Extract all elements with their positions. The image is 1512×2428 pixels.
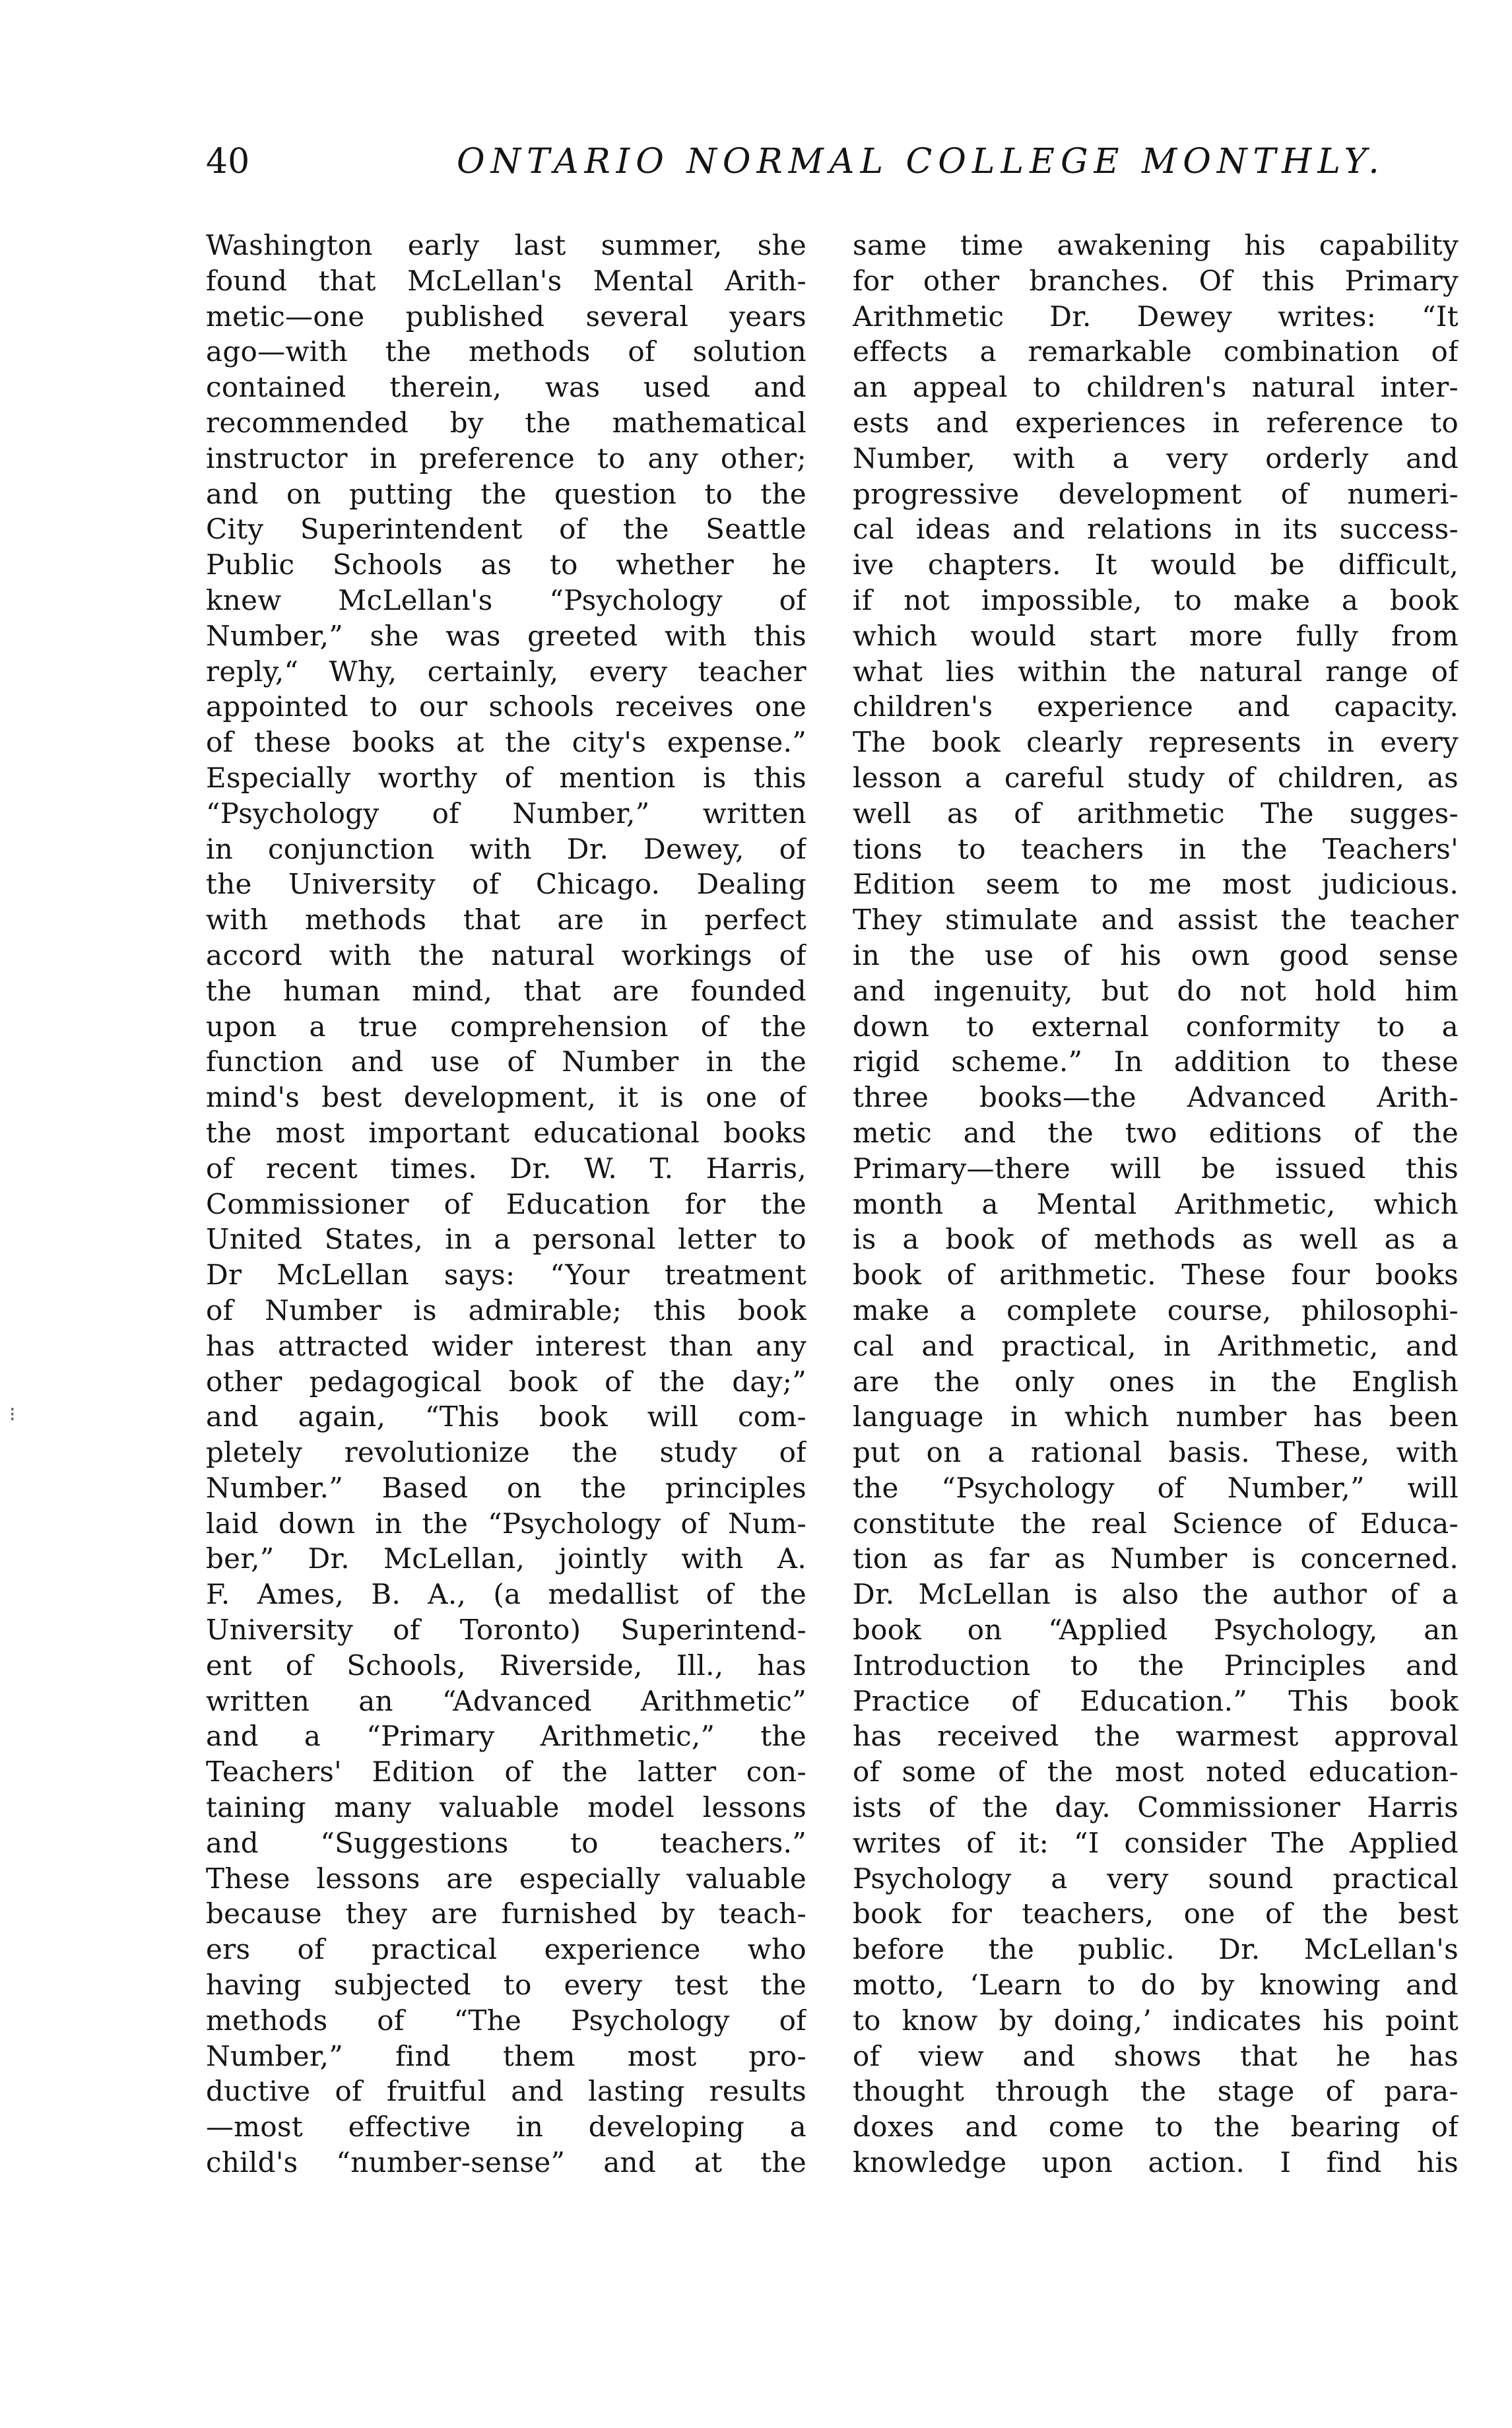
text-line: Arithmetic Dr. Dewey writes: “It xyxy=(853,300,1459,333)
text-line: mind's best development, it is one of xyxy=(206,1081,806,1114)
running-head: ONTARIO NORMAL COLLEGE MONTHLY. xyxy=(457,142,1385,181)
text-line: same time awakening his capability xyxy=(853,229,1459,261)
text-line: the “Psychology of Number,” will xyxy=(853,1471,1459,1504)
text-line: Dr McLellan says: “Your treatment xyxy=(206,1259,806,1292)
text-line: progressive development of numeri- xyxy=(853,477,1459,510)
text-line: ive chapters. It would be difficult, xyxy=(853,548,1459,581)
text-line: ers of practical experience who xyxy=(206,1933,806,1966)
text-line: thought through the stage of para- xyxy=(853,2075,1459,2108)
text-line: methods of “The Psychology of xyxy=(206,2004,806,2037)
text-line: Edition seem to me most judicious. xyxy=(853,868,1459,901)
text-line: three books—the Advanced Arith- xyxy=(853,1081,1459,1114)
text-line: written an “Advanced Arithmetic” xyxy=(206,1684,806,1717)
text-line: other pedagogical book of the day;” xyxy=(206,1365,806,1398)
text-line: an appeal to children's natural inter- xyxy=(853,371,1459,404)
text-line: well as of arithmetic The sugges- xyxy=(853,797,1459,830)
text-line: function and use of Number in the xyxy=(206,1045,806,1078)
text-line: accord with the natural workings of xyxy=(206,938,806,971)
text-line: put on a rational basis. These, with xyxy=(853,1436,1459,1469)
text-line: taining many valuable model lessons xyxy=(206,1791,806,1824)
text-line: Primary—there will be issued this xyxy=(853,1152,1459,1185)
text-line: the University of Chicago. Dealing xyxy=(206,868,806,901)
text-line: the human mind, that are founded xyxy=(206,974,806,1007)
text-line: These lessons are especially valuable xyxy=(206,1862,806,1895)
text-line: Number, with a very orderly and xyxy=(853,442,1459,475)
text-line: found that McLellan's Mental Arith- xyxy=(206,264,806,297)
text-line: because they are furnished by teach- xyxy=(206,1897,806,1930)
text-line: upon a true comprehension of the xyxy=(206,1010,806,1043)
text-line: ber,” Dr. McLellan, jointly with A. xyxy=(206,1542,806,1575)
text-line: of these books at the city's expense.” xyxy=(206,726,806,759)
text-line: child's “number-sense” and at the xyxy=(206,2146,806,2179)
text-line: tion as far as Number is concerned. xyxy=(853,1542,1459,1575)
text-line: and a “Primary Arithmetic,” the xyxy=(206,1720,806,1753)
text-line: book of arithmetic. These four books xyxy=(853,1259,1459,1292)
text-line: of recent times. Dr. W. T. Harris, xyxy=(206,1152,806,1185)
text-line: of Number is admirable; this book xyxy=(206,1294,806,1327)
text-line: book on “Applied Psychology, an xyxy=(853,1614,1459,1647)
text-line: knowledge upon action. I find his xyxy=(853,2146,1459,2179)
text-line: ists of the day. Commissioner Harris xyxy=(853,1791,1459,1824)
text-line: having subjected to every test the xyxy=(206,1969,806,2002)
text-line: cal ideas and relations in its success- xyxy=(853,513,1459,546)
text-line: Number,” find them most pro- xyxy=(206,2039,806,2072)
text-line: make a complete course, philosophi- xyxy=(853,1294,1459,1327)
text-line: instructor in preference to any other; xyxy=(206,442,806,475)
text-line: for other branches. Of this Primary xyxy=(853,264,1459,297)
text-line: are the only ones in the English xyxy=(853,1365,1459,1398)
text-line: in the use of his own good sense xyxy=(853,938,1459,971)
text-line: metic—one published several years xyxy=(206,300,806,333)
text-line: down to external conformity to a xyxy=(853,1010,1459,1043)
text-line: what lies within the natural range of xyxy=(853,655,1459,688)
text-line: Public Schools as to whether he xyxy=(206,548,806,581)
text-line: “Psychology of Number,” written xyxy=(206,797,806,830)
text-line: knew McLellan's “Psychology of xyxy=(206,583,806,616)
text-line: before the public. Dr. McLellan's xyxy=(853,1933,1459,1966)
text-line: Psychology a very sound practical xyxy=(853,1862,1459,1895)
page-number: 40 xyxy=(206,142,250,181)
text-line: rigid scheme.” In addition to these xyxy=(853,1045,1459,1078)
text-line: if not impossible, to make a book xyxy=(853,583,1459,616)
text-line: in conjunction with Dr. Dewey, of xyxy=(206,832,806,865)
text-line: ests and experiences in reference to xyxy=(853,406,1459,439)
text-line: United States, in a personal letter to xyxy=(206,1223,806,1256)
text-line: Dr. McLellan is also the author of a xyxy=(853,1578,1459,1611)
margin-mark: ⁝ xyxy=(9,1403,16,1426)
text-line: —most effective in developing a xyxy=(206,2111,806,2144)
text-line: Number.” Based on the principles xyxy=(206,1471,806,1504)
text-line: Number,” she was greeted with this xyxy=(206,619,806,652)
text-line: children's experience and capacity. xyxy=(853,690,1459,723)
page-header xyxy=(206,135,1385,188)
text-line: ductive of fruitful and lasting results xyxy=(206,2075,806,2108)
text-line: appointed to our schools receives one xyxy=(206,690,806,723)
text-line: book for teachers, one of the best xyxy=(853,1897,1459,1930)
text-line: which would start more fully from xyxy=(853,619,1459,652)
text-line: Introduction to the Principles and xyxy=(853,1649,1459,1682)
text-line: of view and shows that he has xyxy=(853,2039,1459,2072)
text-line: and again, “This book will com- xyxy=(206,1400,806,1433)
text-line: lesson a careful study of children, as xyxy=(853,761,1459,794)
text-line: recommended by the mathematical xyxy=(206,406,806,439)
text-line: writes of it: “I consider The Applied xyxy=(853,1826,1459,1859)
text-line: doxes and come to the bearing of xyxy=(853,2111,1459,2144)
text-line: language in which number has been xyxy=(853,1400,1459,1433)
text-line: with methods that are in perfect xyxy=(206,903,806,936)
text-line: ent of Schools, Riverside, Ill., has xyxy=(206,1649,806,1682)
text-line: motto, ‘Learn to do by knowing and xyxy=(853,1969,1459,2002)
text-line: University of Toronto) Superintend- xyxy=(206,1614,806,1647)
text-line: and “Suggestions to teachers.” xyxy=(206,1826,806,1859)
text-line: Especially worthy of mention is this xyxy=(206,761,806,794)
text-line: and on putting the question to the xyxy=(206,477,806,510)
text-line: City Superintendent of the Seattle xyxy=(206,513,806,546)
text-line: is a book of methods as well as a xyxy=(853,1223,1459,1256)
text-line: Teachers' Edition of the latter con- xyxy=(206,1755,806,1788)
text-line: effects a remarkable combination of xyxy=(853,335,1459,368)
text-line: contained therein, was used and xyxy=(206,371,806,404)
text-line: laid down in the “Psychology of Num- xyxy=(206,1507,806,1540)
text-line: constitute the real Science of Educa- xyxy=(853,1507,1459,1540)
text-line: tions to teachers in the Teachers' xyxy=(853,832,1459,865)
text-line: cal and practical, in Arithmetic, and xyxy=(853,1329,1459,1362)
text-line: Commissioner of Education for the xyxy=(206,1187,806,1220)
text-line: has attracted wider interest than any xyxy=(206,1329,806,1362)
text-line: reply,“ Why, certainly, every teacher xyxy=(206,655,806,688)
text-column-right xyxy=(853,228,1459,2340)
text-line: The book clearly represents in every xyxy=(853,726,1459,759)
text-line: and ingenuity, but do not hold him xyxy=(853,974,1459,1007)
text-line: has received the warmest approval xyxy=(853,1720,1459,1753)
text-line: Practice of Education.” This book xyxy=(853,1684,1459,1717)
text-line: the most important educational books xyxy=(206,1116,806,1149)
text-line: to know by doing,’ indicates his point xyxy=(853,2004,1459,2037)
text-line: pletely revolutionize the study of xyxy=(206,1436,806,1469)
text-line: Washington early last summer, she xyxy=(206,229,806,261)
text-line: F. Ames, B. A., (a medallist of the xyxy=(206,1578,806,1611)
text-line: of some of the most noted education- xyxy=(853,1755,1459,1788)
text-line: ago—with the methods of solution xyxy=(206,335,806,368)
text-line: month a Mental Arithmetic, which xyxy=(853,1187,1459,1220)
text-line: metic and the two editions of the xyxy=(853,1116,1459,1149)
text-column-left xyxy=(206,228,806,2340)
text-line: They stimulate and assist the teacher xyxy=(853,903,1459,936)
